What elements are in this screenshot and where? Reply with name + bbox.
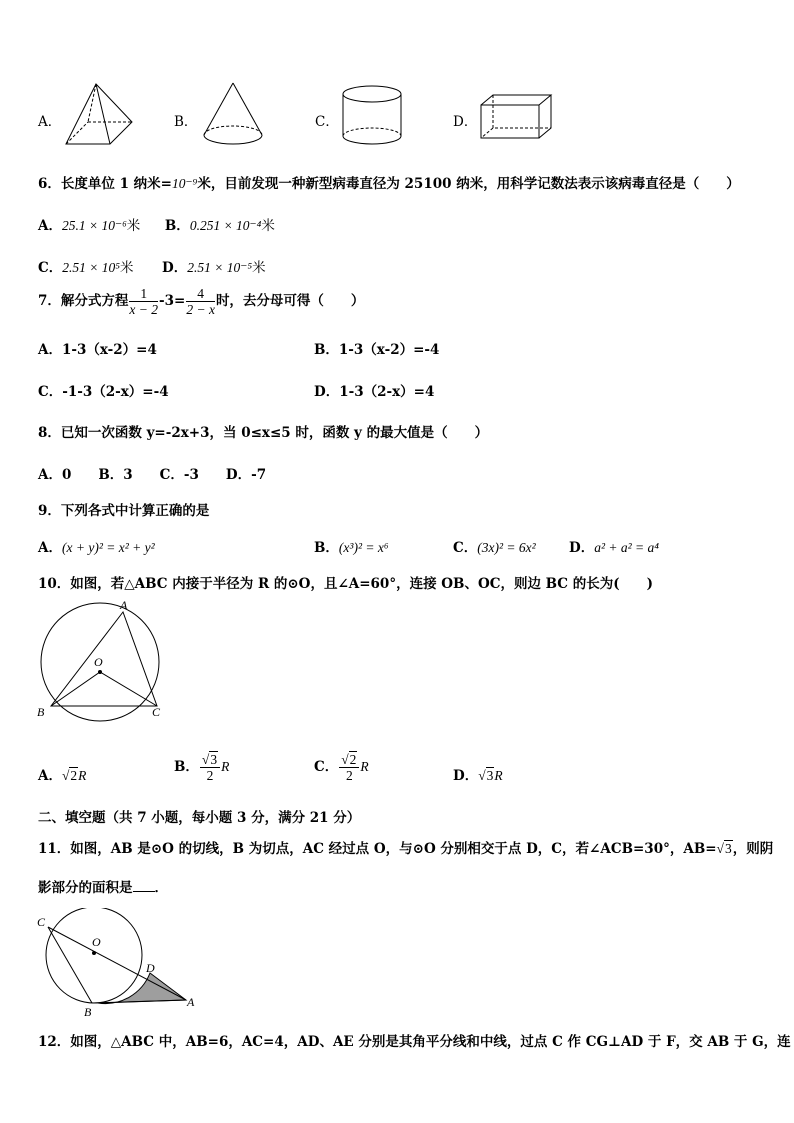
- q11-label-b: B: [84, 1005, 92, 1019]
- q11-circle-figure: [34, 908, 200, 1020]
- cuboid-figure: [478, 92, 554, 142]
- q5-option-a-label: A．: [38, 114, 62, 130]
- section-2-title: 二、填空题（共 7 小题，每小题 3 分，满分 21 分）: [38, 810, 361, 826]
- q11-stem-line1: 11．如图，AB 是⊙O 的切线，B 为切点，AC 经过点 O，与⊙O 分别相交于点 D，C，若∠ACB=30°，AB=√3，则阴: [38, 841, 774, 857]
- pyramid-figure: [62, 80, 134, 150]
- q10-label-c: C: [152, 705, 161, 719]
- q11-label-d: D: [146, 961, 155, 975]
- q5-option-b-label: B．: [174, 114, 198, 130]
- q8-options: A．0 B．3 C．-3 D．-7: [38, 467, 267, 483]
- q6-options-row2: C．2.51 × 10⁵米 D．2.51 × 10⁻⁵米: [38, 260, 266, 276]
- q5-option-d-label: D．: [453, 114, 478, 130]
- q7-option-b: B．1-3（x-2）=-4: [314, 342, 440, 358]
- q11-stem-line2: 影部分的面积是 ．: [38, 880, 168, 896]
- q9-option-c: C．(3x)² = 6x²: [453, 540, 536, 556]
- q10-option-a: A．√2R: [38, 768, 87, 784]
- q9-option-d: D．a² + a² = a⁴: [569, 540, 659, 556]
- q11-label-a: A: [187, 995, 195, 1009]
- q10-option-c: C． $\frac{√2}{2}$ R: [314, 752, 369, 783]
- q10-label-a: A: [120, 598, 128, 612]
- q9-stem: 9．下列各式中计算正确的是: [38, 503, 210, 519]
- q9-option-b: B．(x³)² = x⁶: [314, 540, 389, 556]
- q5-option-c-label: C．: [315, 114, 339, 130]
- q12-stem: 12．如图，△ABC 中，AB=6，AC=4，AD、AE 分别是其角平分线和中线，过点 C 作 CG⊥AD 于 F，交 AB 于 G，连: [38, 1034, 791, 1050]
- q10-option-d: D．√3R: [453, 768, 503, 784]
- q6-options-row1: A．25.1 × 10⁻⁶米 B．0.251 × 10⁻⁴米: [38, 218, 275, 234]
- q7-option-a: A．1-3（x-2）=4: [38, 342, 157, 358]
- q8-stem: 8．已知一次函数 y=-2x+3，当 0≤x≤5 时，函数 y 的最大值是（ ）: [38, 425, 489, 441]
- q7-option-c: C．-1-3（2-x）=-4: [38, 384, 169, 400]
- cylinder-figure: [340, 84, 406, 148]
- q11-label-c: C: [37, 915, 46, 929]
- q10-label-o: O: [94, 655, 103, 669]
- q6-stem: 6．长度单位 1 纳米=10⁻⁹米，目前发现一种新型病毒直径为 25100 纳米，用科学记数法表示该病毒直径是（ ）: [38, 176, 740, 192]
- q7-option-d: D．1-3（2-x）=4: [314, 384, 435, 400]
- cone-figure: [200, 80, 266, 150]
- q10-label-b: B: [37, 705, 45, 719]
- q10-option-b: B． $\frac{√3}{2}$ R: [174, 752, 230, 783]
- answer-blank[interactable]: [133, 879, 155, 892]
- q10-circle-figure: [34, 598, 174, 722]
- q9-option-a: A．(x + y)² = x² + y²: [38, 540, 155, 556]
- q7-stem: 7．解分式方程 $\frac{1}{x - 2}$ -3= $\frac{4}{2 - x}$ 时，去分母可得（ ）: [38, 286, 365, 317]
- q10-stem: 10．如图，若△ABC 内接于半径为 R 的⊙O，且∠A=60°，连接 OB、OC，则边 BC 的长为( ): [38, 576, 654, 592]
- q11-label-o: O: [92, 935, 101, 949]
